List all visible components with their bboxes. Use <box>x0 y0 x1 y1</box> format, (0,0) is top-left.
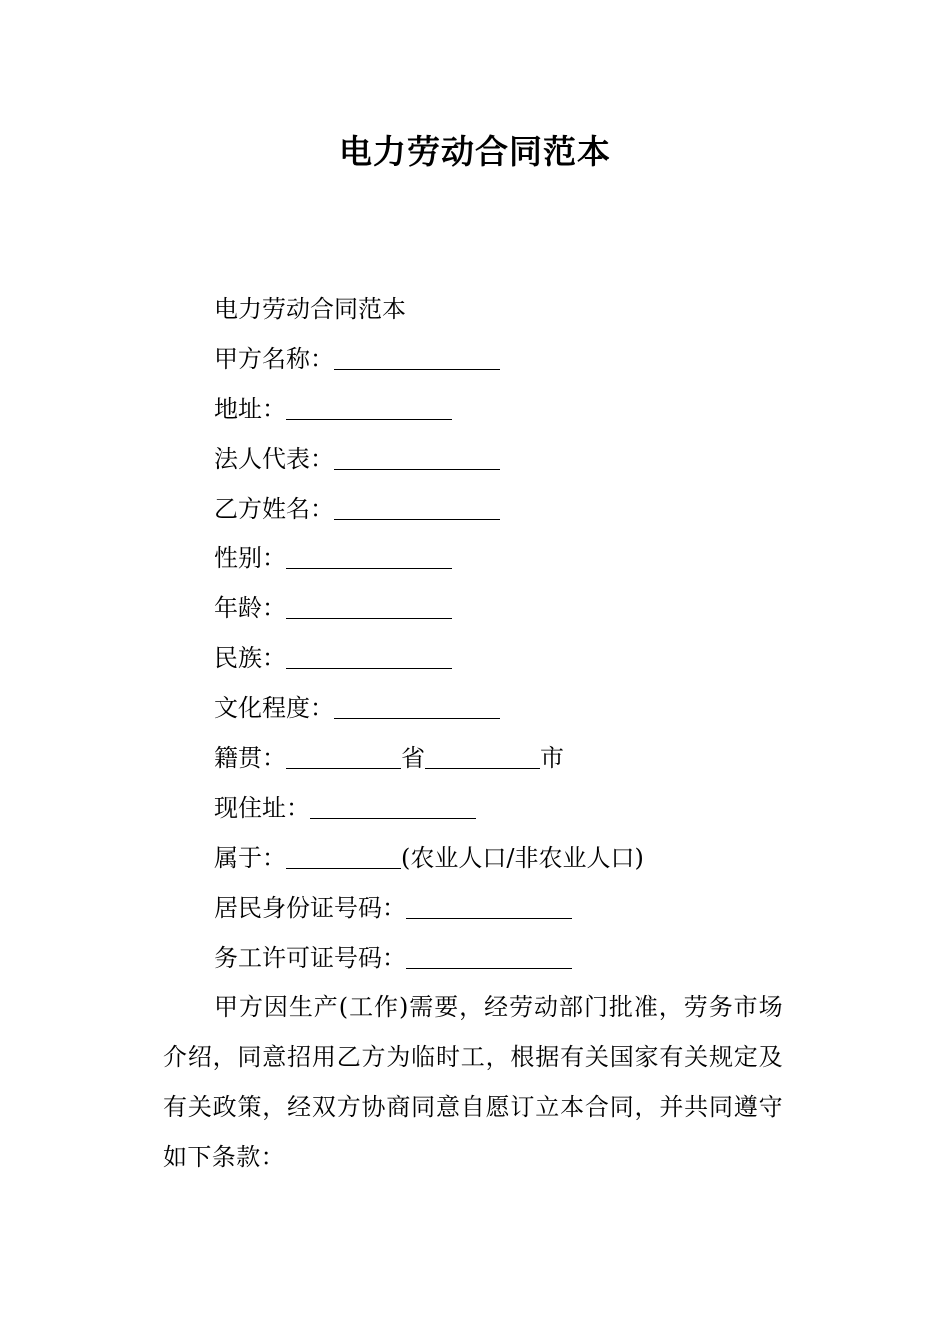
field-label: 属于： <box>214 843 286 872</box>
field-line-age <box>163 584 783 634</box>
fill-blank-city <box>425 740 540 769</box>
fill-blank-province <box>286 740 401 769</box>
field-label: 现住址： <box>214 793 310 822</box>
field-line-work-permit <box>163 934 783 984</box>
fill-blank <box>334 491 500 520</box>
field-label: 法人代表： <box>214 444 334 473</box>
field-line-current-address <box>163 784 783 834</box>
fill-blank <box>310 790 476 819</box>
field-label: 居民身份证号码： <box>214 893 406 922</box>
fill-blank <box>286 640 452 669</box>
field-label: 年龄： <box>214 594 286 623</box>
field-label: 文化程度： <box>214 694 334 723</box>
field-line-belongs-to <box>163 834 783 884</box>
city-label: 市 <box>540 744 564 773</box>
fill-blank <box>334 690 500 719</box>
field-line-ethnicity <box>163 634 783 684</box>
field-line-address <box>163 385 783 435</box>
fill-blank <box>334 341 500 370</box>
province-label: 省 <box>401 744 425 773</box>
field-label: 民族： <box>214 644 286 673</box>
field-line-party-a-name <box>163 335 783 385</box>
household-type-options: (农业人口/非农业人口) <box>401 843 644 872</box>
document-title: 电力劳动合同范本 <box>339 132 611 171</box>
fill-blank <box>406 940 572 969</box>
intro-paragraph: 甲方因生产(工作)需要，经劳动部门批准，劳务市场介绍，同意招用乙方为临时工，根据有关国家有关规定及有关政策，经双方协商同意自愿订立本合同，并共同遵守如下条款： <box>163 993 783 1172</box>
fill-blank <box>286 590 452 619</box>
field-label: 甲方名称： <box>214 344 334 373</box>
fill-blank <box>406 890 572 919</box>
fill-blank <box>286 540 452 569</box>
field-line-id-number <box>163 884 783 934</box>
field-line-legal-representative <box>163 435 783 485</box>
field-label: 地址： <box>214 394 286 423</box>
field-line-native-place <box>163 734 783 784</box>
fill-blank <box>334 441 500 470</box>
field-label: 务工许可证号码： <box>214 943 406 972</box>
fill-blank <box>286 391 452 420</box>
field-label: 性别： <box>214 544 286 573</box>
field-label: 乙方姓名： <box>214 494 334 523</box>
field-line-gender <box>163 534 783 584</box>
fill-blank <box>286 840 401 869</box>
subtitle-text: 电力劳动合同范本 <box>214 295 406 323</box>
field-line-education <box>163 684 783 734</box>
subtitle-line <box>163 285 783 335</box>
document-body <box>163 285 783 1183</box>
field-label: 籍贯： <box>214 744 286 773</box>
field-line-party-b-name <box>163 485 783 535</box>
